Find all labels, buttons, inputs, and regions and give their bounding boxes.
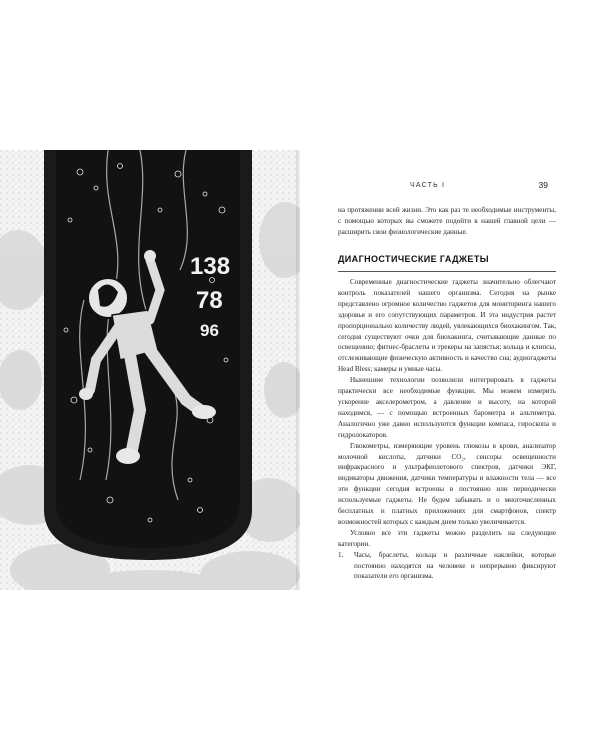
category-list — [338, 550, 556, 583]
running-head: ЧАСТЬ I — [410, 182, 446, 189]
list-item — [338, 550, 556, 583]
readout-line-1: 138 — [190, 253, 231, 280]
astronaut-illustration — [0, 150, 300, 590]
page-number: 39 — [538, 180, 548, 190]
readout-line-3: 96 — [200, 321, 219, 340]
paragraph: Современные диагностические гаджеты значительно облегчают контроль показателей нашего организма. Сегодня на рынке представлено огромное количество гаджетов для мониторинга нашего здоровья и его сопутствующих параметров. И эта индустрия растет пропорционально количеству людей, увлекающихся биохакингом. Так, сегодня существуют очки для биохакинга, считывающие данные по освещению; фитнес-браслеты и трекеры на запястья; кольца и клипсы, отслеживающие физическую активность и качество сна; аудиогаджеты Head Bless; камеры и умные часы. — [338, 278, 556, 374]
heading-rule — [338, 271, 556, 272]
text-page — [300, 150, 600, 590]
intro-paragraph — [338, 205, 556, 238]
list-item-text: Часы, браслеты, кольца и различные наклейки, которые постоянно находятся на человеке и непрерывно фиксируют показатели его организма. — [354, 550, 556, 581]
list-item-number: 1. — [338, 550, 344, 559]
paragraph: Нынешние технологии позволили интегрировать в гаджеты практически все необходимые функции. Мы можем измерить ускорение акселерометром, а давление и высоту, на которой находимся, — с помощью встроенных барометра и альтиметра. Аналогично уже давно используются функции компаса, гироскопа и гидролокаторов. — [338, 376, 556, 439]
section-body — [338, 277, 556, 582]
section-heading: ДИАГНОСТИЧЕСКИЕ ГАДЖЕТЫ — [338, 254, 489, 264]
paragraph: Глюкометры, измеряющие уровень глюкозы в крови, анализатор молочной кислоты, датчики CO₂, сенсоры освещенности инфракрасного и ультрафиолетового спектров, датчики ЭКГ, индикаторы движения, датчики температуры и влажности тела — все эти функции сегодня встроены в постоянно или периодически используемые гаджеты. Не будем забывать и о многочисленных бесплатных и платных приложениях для смартфонов, спектр возможностей которых с каждым днем только увеличивается. — [338, 441, 556, 526]
readout-line-2: 78 — [196, 287, 223, 314]
illustration-page — [0, 150, 300, 590]
book-spread — [0, 150, 600, 590]
paragraph: Условно все эти гаджеты можно разделить на следующие категории. — [338, 528, 556, 548]
intro-text: на протяжении всей жизни. Это как раз те необходимые инструменты, с помощью которых вы сможете подойти к нашей главной цели — расширить свои физиологические данные. — [338, 206, 556, 236]
